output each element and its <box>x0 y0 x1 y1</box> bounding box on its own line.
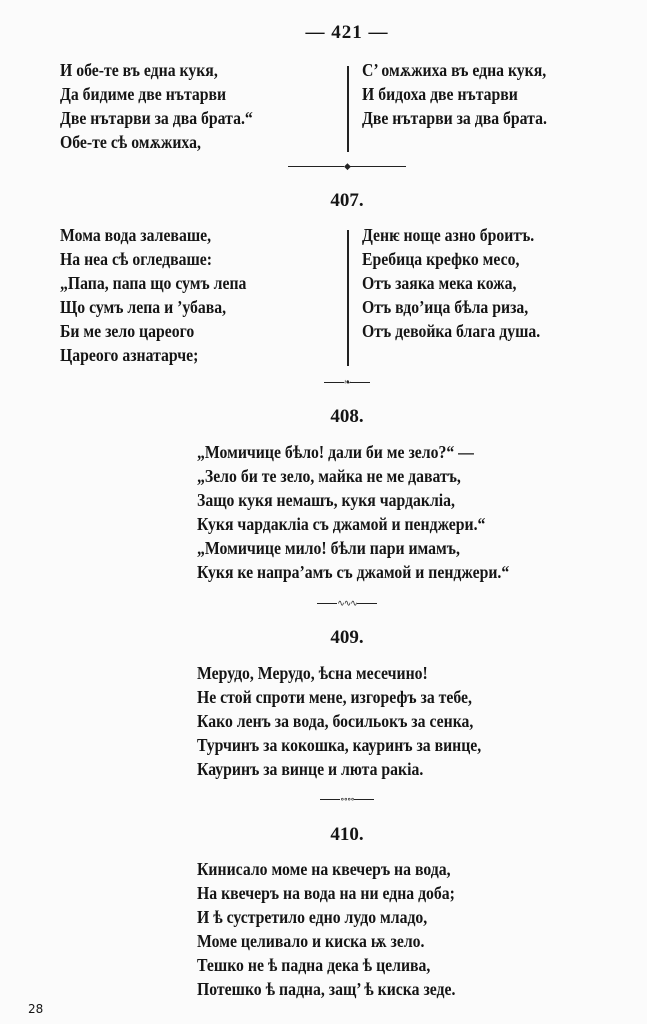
verse-line: Отъ девойка блага душа. <box>362 321 541 341</box>
song-409-text <box>197 661 481 781</box>
song-408-text <box>197 440 509 584</box>
verse-line: Би ме зело цареого <box>60 321 195 341</box>
verse-line: „Момичице мило! бѣли пари имамъ, <box>197 538 460 558</box>
verse-line: Како ленъ за вода, босильокъ за сенка, <box>197 711 474 731</box>
verse-line: Мома вода залеваше, <box>60 225 212 245</box>
verse-line: Моме целивало и киска ѭ зело. <box>197 931 425 951</box>
verse-line: Отъ вдо’ица бѣла риза, <box>362 297 529 317</box>
verse-line: И бидоха две нътарви <box>362 84 518 104</box>
verse-line: Две нътарви за два брата.“ <box>60 108 253 128</box>
verse-line: Еребица крефко месо, <box>362 249 520 269</box>
verse-line: С’ омѫжиха въ една кукя, <box>362 60 547 80</box>
verse-line: На квечеръ на вода на ни една доба; <box>197 883 455 903</box>
ornament-divider: ∘∘∘∘ <box>0 794 647 805</box>
verse-line: Що сумъ лепа и ’убава, <box>60 297 227 317</box>
song-number: 409. <box>330 627 364 648</box>
scan-page-number: 28 <box>28 1002 44 1016</box>
song-407-right-column <box>362 223 540 343</box>
song-number: 408. <box>330 406 364 427</box>
ornament-divider: ∿∿∿ <box>0 598 647 609</box>
verse-line: „Папа, папа що сумъ лепа <box>60 273 247 293</box>
song-407-left-column <box>60 223 246 367</box>
verse-line: На неа сѣ огледваше: <box>60 249 213 269</box>
verse-line: И ѣ сустретило едно лудо младо, <box>197 907 428 927</box>
verse-line: Не стой спроти мене, изгорефъ за тебе, <box>197 687 472 707</box>
song-number: 410. <box>330 824 364 845</box>
verse-line: Кинисало моме на квечеръ на вода, <box>197 859 451 879</box>
verse-line: Да бидиме две нътарви <box>60 84 227 104</box>
song-number: 407. <box>330 190 364 211</box>
column-divider <box>347 66 349 152</box>
verse-line: И обе-те въ една кукя, <box>60 60 218 80</box>
verse-line: Денѥ ноще азно броитъ. <box>362 225 535 245</box>
page-number-header: — 421 — <box>305 22 389 43</box>
column-divider <box>347 230 349 366</box>
verse-line: Кауринъ за винце и люта ракіа. <box>197 759 424 779</box>
verse-line: Кукя чардакліа съ джамой и пенджери.“ <box>197 514 486 534</box>
verse-line: Цареого азнатарче; <box>60 345 199 365</box>
verse-line: Защо кукя немашъ, кукя чардакліа, <box>197 490 455 510</box>
verse-line: Отъ заяка мека кожа, <box>362 273 517 293</box>
song-410-text <box>197 857 455 1001</box>
verse-line: Турчинъ за кокошка, кауринъ за винце, <box>197 735 482 755</box>
ornament-divider: ◆ <box>0 161 647 172</box>
verse-line: „Зело би те зело, майка не ме даватъ, <box>197 466 461 486</box>
verse-line: Обе-те сѣ омѫжиха, <box>60 132 201 152</box>
verse-line: Мерудо, Мерудо, ѣсна месечино! <box>197 663 428 683</box>
verse-line: Кукя ке напра’амъ съ джамой и пенджери.“ <box>197 562 510 582</box>
verse-line: Две нътарви за два брата. <box>362 108 547 128</box>
verse-line: „Момичице бѣло! дали би ме зело?“ — <box>197 442 474 462</box>
ornament-divider: ❧ <box>0 377 647 388</box>
verse-line: Тешко не ѣ падна дека ѣ целива, <box>197 955 431 975</box>
verse-line: Потешко ѣ падна, защ’ ѣ киска зеде. <box>197 979 456 999</box>
continuation-right-column <box>362 58 547 130</box>
continuation-left-column <box>60 58 253 154</box>
